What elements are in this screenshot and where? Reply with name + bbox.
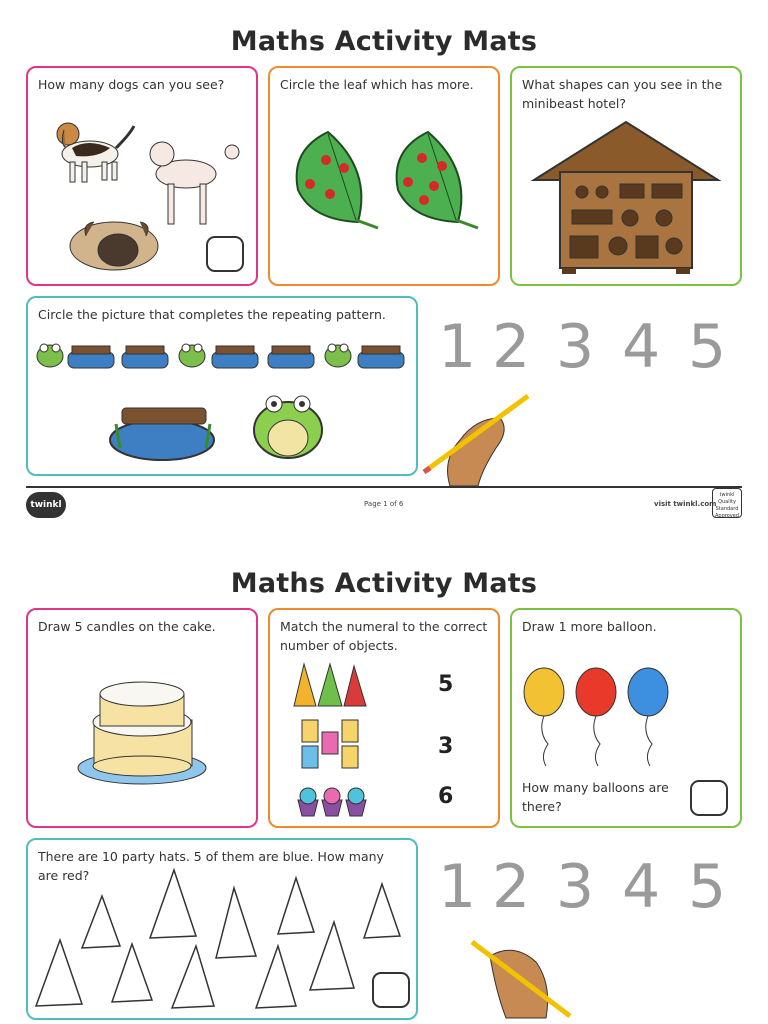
pond-option[interactable] (110, 408, 214, 460)
balloon-question: How many balloons are there? (522, 780, 669, 814)
hand-pencil-icon (420, 390, 540, 490)
match-card (268, 608, 500, 828)
trace-digit: 5 (688, 312, 727, 382)
hotel-card (510, 66, 742, 286)
quality-badge (712, 488, 742, 518)
site-link[interactable]: visit twinkl.com (654, 500, 717, 508)
hats-card (26, 838, 418, 1020)
leaves-illustration (270, 68, 502, 288)
trace-digit: 4 (622, 852, 661, 922)
dogs-prompt: How many dogs can you see? (38, 77, 225, 92)
trace-digit: 3 (556, 312, 595, 382)
badge-brand: twinkl (719, 492, 735, 498)
match-prompt: Match the numeral to the correct number of objects. (280, 619, 488, 653)
party-hats-illustration (28, 840, 420, 1022)
repeating-pattern-illustration (28, 298, 420, 478)
minibeast-hotel-illustration (512, 68, 744, 288)
hats-answer-box[interactable] (372, 972, 410, 1008)
pattern-card (26, 296, 418, 476)
page-title: Maths Activity Mats (230, 568, 538, 599)
page-number: Page 1 of 6 (364, 500, 404, 508)
balloon-answer-box[interactable] (690, 780, 728, 816)
party-hats-group (294, 664, 366, 706)
trace-digit: 5 (688, 852, 727, 922)
pattern-prompt: Circle the picture that completes the repeating pattern. (38, 307, 386, 322)
numeral-six[interactable]: 6 (438, 784, 454, 809)
numeral-five[interactable]: 5 (438, 672, 454, 697)
leaf-prompt: Circle the leaf which has more. (280, 77, 474, 92)
number-trace-line (438, 312, 738, 392)
numeral-three[interactable]: 3 (438, 734, 454, 759)
dogs-answer-box[interactable] (206, 236, 244, 272)
trace-digit: 3 (556, 852, 595, 922)
cake-card (26, 608, 258, 828)
cupcakes-group (298, 788, 366, 816)
leaf-card (268, 66, 500, 286)
twinkl-logo: twinkl (26, 492, 66, 518)
balloon-prompt: Draw 1 more balloon. (522, 619, 657, 634)
balloon-card (510, 608, 742, 828)
badge-text: Quality Standard Approved (715, 499, 739, 519)
hats-prompt: There are 10 party hats. 5 of them are blue. How many are red? (38, 849, 384, 883)
number-trace-line (438, 852, 738, 932)
match-objects-illustration (270, 610, 502, 830)
cake-illustration (28, 610, 260, 830)
dogs-card (26, 66, 258, 286)
trace-digit: 2 (492, 312, 531, 382)
trace-digit: 1 (438, 852, 477, 922)
footer-divider (26, 486, 742, 488)
page-title: Maths Activity Mats (230, 26, 538, 57)
flags-group (302, 720, 358, 768)
hotel-prompt: What shapes can you see in the minibeast hotel? (522, 77, 723, 111)
frog-option[interactable] (254, 396, 322, 458)
cake-prompt: Draw 5 candles on the cake. (38, 619, 216, 634)
trace-digit: 2 (492, 852, 531, 922)
hand-pencil-icon (466, 932, 586, 1022)
trace-digit: 1 (438, 312, 477, 382)
trace-digit: 4 (622, 312, 661, 382)
